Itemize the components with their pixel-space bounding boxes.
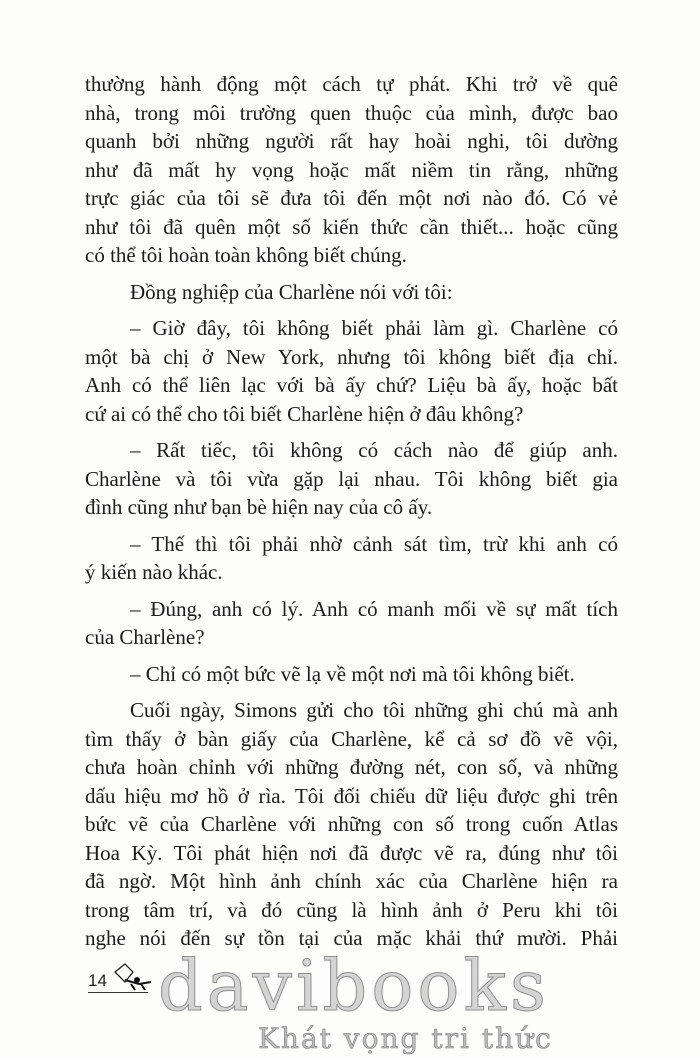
text-line: một bà chị ở New York, nhưng tôi không biết địa chỉ. <box>85 344 618 369</box>
text-line: như đã mất hy vọng hoặc mất niềm tin rằng, những <box>85 157 618 182</box>
text-line: nghe nói đến sự tồn tại của mặc khải thứ mười. Phải <box>85 926 618 950</box>
text-line: Charlène và tôi vừa gặp lại nhau. Tôi không biết gia <box>85 466 618 491</box>
text-line: Hoa Kỳ. Tôi phát hiện nơi đã được vẽ ra, đúng như tôi <box>85 840 618 865</box>
page-body <box>85 70 618 961</box>
text-line: dấu hiệu mơ hồ ở rìa. Tôi đối chiếu dữ liệu được ghi trên <box>85 783 618 808</box>
paragraph <box>85 436 618 522</box>
text-line: – Rất tiếc, tôi không có cách nào để giúp anh. <box>130 438 618 462</box>
paragraph <box>85 595 618 652</box>
paragraph <box>85 696 618 953</box>
text-line: bức vẽ của Charlène với những con số trong cuốn Atlas <box>85 812 618 836</box>
text-line: của Charlène? <box>85 625 205 649</box>
page-number: 14 <box>88 971 107 990</box>
text-line: nhà, trong môi trường quen thuộc của mình, được bao <box>85 100 618 125</box>
text-line: tìm thấy ở bàn giấy của Charlène, kể cả sơ đồ vẽ vội, <box>85 726 618 751</box>
text-line: Đồng nghiệp của Charlène nói với tôi: <box>130 279 453 304</box>
paragraph <box>85 278 618 307</box>
reading-figure-icon <box>113 962 153 994</box>
text-line: đình cũng như bạn bè hiện nay của cô ấy. <box>85 495 433 519</box>
text-line: có thể tôi hoàn toàn không biết chúng. <box>85 243 407 267</box>
text-line: đã ngờ. Một hình ảnh chính xác của Charlène hiện ra <box>85 869 618 893</box>
text-line: – Đúng, anh có lý. Anh có manh mối về sự mất tích <box>130 596 618 621</box>
text-line: như tôi đã quên một số kiến thức cần thiết... hoặc cũng <box>85 214 618 239</box>
text-line: Anh có thể liên lạc với bà ấy chứ? Liệu bà ấy, hoặc bất <box>85 373 618 397</box>
text-line: trong tâm trí, và đó cũng là hình ảnh ở Peru khi tôi <box>85 897 618 922</box>
paragraph <box>85 314 618 428</box>
text-line: thường hành động một cách tự phát. Khi trở về quê <box>85 72 618 96</box>
text-line: Cuối ngày, Simons gửi cho tôi những ghi chú mà anh <box>130 698 618 722</box>
paragraph <box>85 70 618 270</box>
text-line: – Giờ đây, tôi không biết phải làm gì. Charlène có <box>130 316 618 340</box>
text-line: – Thế thì tôi phải nhờ cảnh sát tìm, trừ khi anh có <box>130 531 618 556</box>
text-line: – Chỉ có một bức vẽ lạ về một nơi mà tôi không biết. <box>130 661 575 686</box>
watermark-brand: davibooks <box>158 945 550 1027</box>
text-line: chưa hoàn chỉnh với những đường nét, con số, và những <box>85 755 618 779</box>
text-line: quanh bởi những người rất hay hoài nghi, tôi dường <box>85 129 618 153</box>
text-line: ý kiến nào khác. <box>85 560 223 584</box>
text-line: cứ ai có thể cho tôi biết Charlène hiện ở đâu không? <box>85 401 524 426</box>
watermark-slogan: Khát vọng tri thức <box>258 1022 553 1055</box>
paragraph <box>85 660 618 689</box>
text-line: trực giác của tôi sẽ đưa tôi đến một nơi nào đó. Có vẻ <box>85 186 618 210</box>
paragraph <box>85 530 618 587</box>
